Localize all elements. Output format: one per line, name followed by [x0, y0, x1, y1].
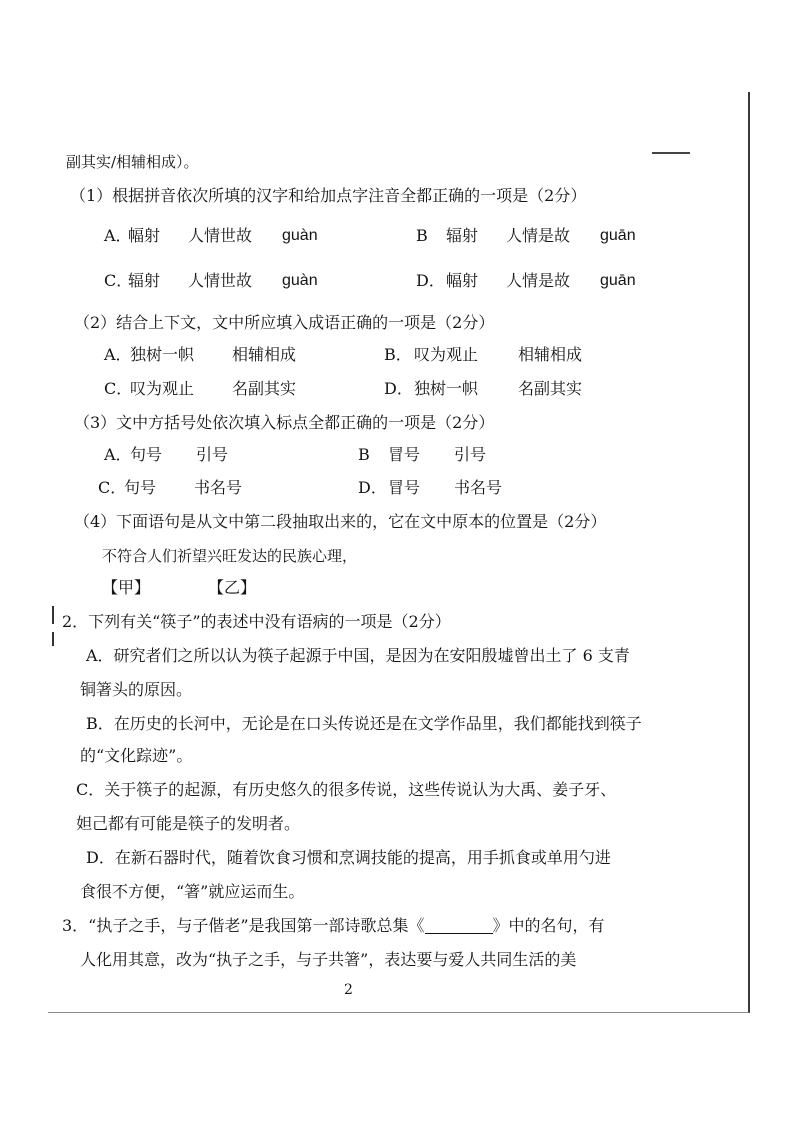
- q1-d-pinyin: guān: [600, 272, 636, 289]
- q2-c-w2: 名副其实: [232, 379, 297, 398]
- q1-c-w1: 辐射: [128, 271, 161, 290]
- q1-c-w2: 人情世故: [188, 271, 253, 290]
- p2-b-line2: 的“文化踪迹”。: [80, 746, 193, 765]
- q3-a-w2: 引号: [196, 445, 229, 464]
- q2-b-w1: 叹为观止: [414, 345, 479, 364]
- p2-c-line1: C．关于筷子的起源，有历史悠久的很多传说，这些传说认为大禹、姜子牙、: [76, 780, 617, 799]
- q3-d-w2: 书名号: [454, 478, 503, 497]
- q2-b-label: B．: [384, 345, 412, 364]
- p3-line1: [62, 916, 605, 936]
- q1-b-label: B: [416, 226, 428, 245]
- p3-line1-after: 》中的名句，有: [492, 916, 605, 935]
- q3-c-w1: 句号: [124, 478, 157, 497]
- p2-stem: 2．下列有关“筷子”的表述中没有语病的一项是（2分）: [62, 612, 451, 631]
- q1-c-pinyin: guàn: [282, 272, 318, 289]
- q1-b-w2: 人情是故: [506, 226, 571, 245]
- p2-c-line2: 妲己都有可能是筷子的发明者。: [76, 814, 301, 833]
- q1-b-pinyin: guān: [600, 227, 636, 244]
- page-number: 2: [344, 982, 353, 998]
- q1-c-label: C．: [104, 271, 133, 290]
- q1-d-w1: 幅射: [446, 271, 479, 290]
- q4-sentence: 不符合人们祈望兴旺发达的民族心理，: [102, 547, 358, 565]
- p3-line2: 人化用其意，改为“执子之手，与子共箸”，表达要与爱人共同生活的美: [80, 950, 577, 969]
- q1-a-pinyin: guàn: [282, 227, 318, 244]
- q2-c-label: C．: [104, 379, 133, 398]
- p2-a-line2: 铜箸头的原因。: [80, 680, 193, 699]
- q2-a-w2: 相辅相成: [232, 345, 297, 364]
- q3-a-label: A．: [104, 445, 132, 464]
- q3-c-label: C．: [98, 478, 127, 497]
- q2-a-label: A．: [104, 345, 132, 364]
- p3-line1-before: 3．“执子之手，与子偕老”是我国第一部诗歌总集《: [62, 916, 425, 935]
- q2-a-w1: 独树一帜: [130, 345, 195, 364]
- q1-d-w2: 人情是故: [506, 271, 571, 290]
- q3-b-w2: 引号: [454, 445, 487, 464]
- q1-b-w1: 辐射: [446, 226, 479, 245]
- q3-stem: （3）文中方括号处依次填入标点全都正确的一项是（2分）: [74, 413, 495, 432]
- answer-blank[interactable]: [425, 917, 493, 934]
- margin-mark: [52, 606, 54, 624]
- q1-d-label: D．: [416, 271, 445, 290]
- p2-d-line1: D．在新石器时代，随着饮食习惯和烹调技能的提高，用手抓食或单用勺进: [86, 848, 611, 867]
- q3-d-label: D．: [358, 478, 387, 497]
- q3-c-w2: 书名号: [194, 478, 243, 497]
- q4-jia: 【甲】: [102, 578, 151, 597]
- q2-c-w1: 叹为观止: [130, 379, 195, 398]
- q1-a-w2: 人情世故: [188, 226, 253, 245]
- q1-a-w1: 幅射: [128, 226, 161, 245]
- margin-mark: [52, 632, 54, 646]
- q3-b-label: B: [358, 445, 370, 464]
- q3-b-w1: 冒号: [388, 445, 421, 464]
- q2-d-w1: 独树一帜: [414, 379, 479, 398]
- q2-b-w2: 相辅相成: [518, 345, 583, 364]
- q1-a-label: A．: [104, 226, 132, 245]
- p2-d-line2: 食很不方便，“箸”就应运而生。: [80, 882, 305, 901]
- q1-stem: （1）根据拼音依次所填的汉字和给加点字注音全都正确的一项是（2分）: [70, 186, 587, 205]
- q3-d-w1: 冒号: [388, 478, 421, 497]
- q2-d-w2: 名副其实: [518, 379, 583, 398]
- corner-dash: [652, 152, 690, 154]
- q4-yi: 【乙】: [208, 578, 257, 597]
- p2-b-line1: B．在历史的长河中，无论是在口头传说还是在文学作品里，我们都能找到筷子: [86, 714, 642, 733]
- q4-stem: （4）下面语句是从文中第二段抽取出来的，它在文中原本的位置是（2分）: [74, 512, 607, 531]
- p2-a-line1: A．研究者们之所以认为筷子起源于中国，是因为在安阳殷墟曾出土了 6 支青: [86, 646, 630, 665]
- top-line: 副其实/相辅相成）。: [66, 153, 199, 171]
- q2-d-label: D．: [384, 379, 413, 398]
- q2-stem: （2）结合上下文，文中所应填入成语正确的一项是（2分）: [74, 313, 495, 332]
- q3-a-w1: 句号: [130, 445, 163, 464]
